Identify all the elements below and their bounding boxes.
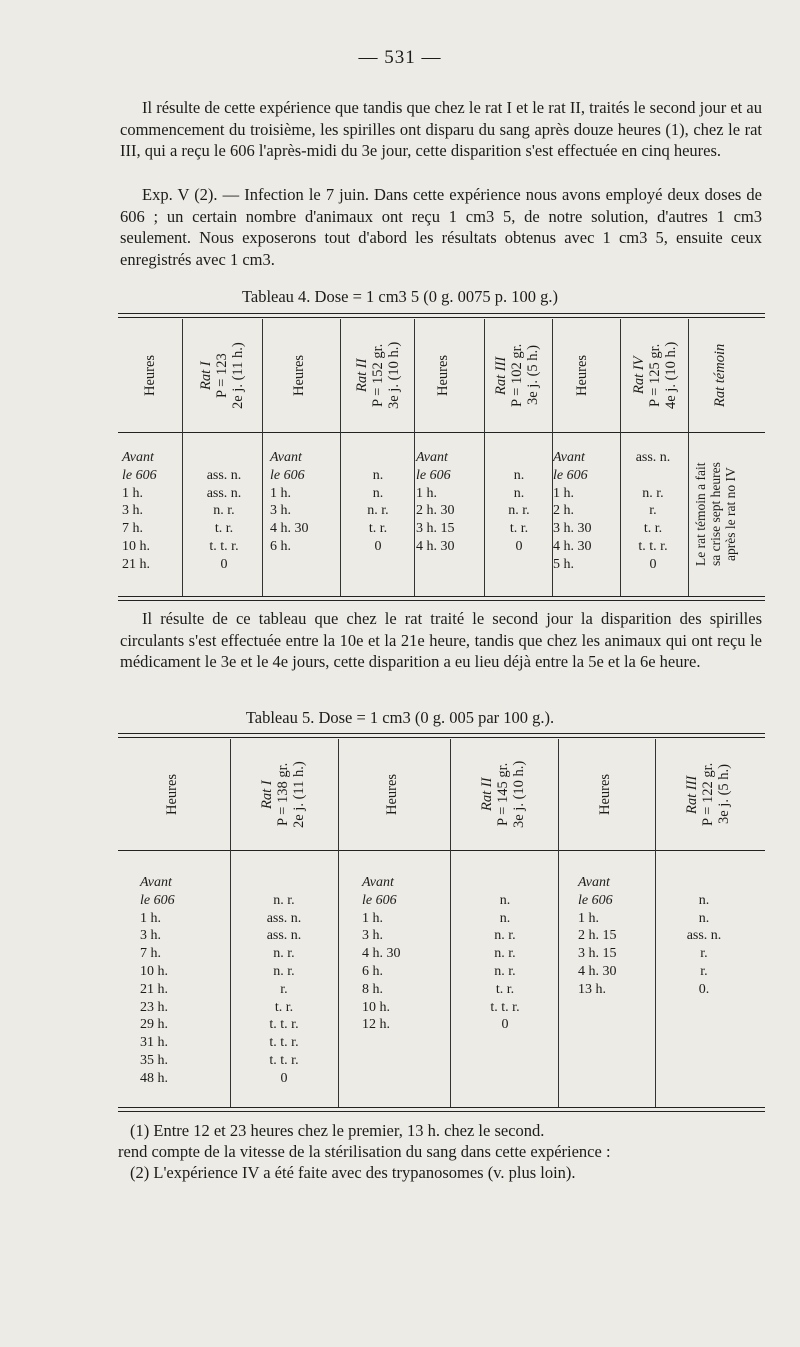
paragraph-1 (120, 97, 762, 162)
table5-cell: t. r. (274, 999, 294, 1015)
table5-header-4 (597, 745, 613, 844)
table5-header-line: 3e j. (10 h.) (511, 760, 527, 829)
table-rule (118, 432, 765, 433)
table5-cell: 13 h. (578, 981, 606, 997)
table4-header-1 (198, 325, 246, 426)
table4-cell: n. (372, 485, 384, 501)
table5-header-line: P = 138 gr. (275, 762, 291, 827)
table5-cell: 48 h. (140, 1070, 168, 1086)
table4-cell (192, 449, 256, 467)
table4-cell: 1 h. (553, 485, 574, 501)
table5-cell: n. r. (494, 928, 516, 944)
table4-header-2 (291, 325, 307, 426)
table4-header-6 (574, 325, 590, 426)
table4-cell: ass. n. (206, 467, 242, 483)
column-divider (450, 739, 451, 1107)
table5-column-5 (664, 874, 744, 999)
table5-cell: r. (700, 946, 708, 962)
table4-column-5 (490, 449, 548, 556)
table4-header-line: Heures (574, 354, 590, 397)
page-number: — 531 — (358, 47, 442, 68)
table4-column-0 (122, 449, 180, 574)
table5-header-line: Heures (597, 773, 613, 816)
column-divider (620, 319, 621, 596)
paragraph-2-text: Exp. V (2). — Infection le 7 juin. Dans cette expérience nous avons employé deux doses de 606 ; un certain nombre d'animaux ont reçu 1 cm3 5, de notre solution, d'autres 1 cm3 seulement. Nous exposerons tout d'abord les résultats obtenus avec 1 cm3 5, ensuite ceux enregistrés avec 1 cm3. (120, 185, 762, 269)
table4-cell: le 606 (416, 467, 451, 483)
column-divider (230, 739, 231, 1107)
table5-cell: 8 h. (362, 981, 383, 997)
table5-cell (664, 874, 744, 892)
paragraph-2 (120, 184, 762, 270)
table5-cell: le 606 (578, 892, 613, 908)
table4-cell: t. t. r. (209, 538, 239, 554)
table4-cell: n. (372, 467, 384, 483)
column-divider (262, 319, 263, 596)
table5-header-line: P = 145 gr. (495, 762, 511, 827)
table5-cell: n. (499, 892, 511, 908)
table5-cell: n. r. (273, 946, 295, 962)
table4-cell: n. r. (367, 503, 389, 519)
table5-cell (238, 874, 330, 892)
table4-column-3 (346, 449, 410, 556)
table5-cell: 12 h. (362, 1017, 390, 1033)
table4-cell: n. (513, 467, 525, 483)
column-divider (558, 739, 559, 1107)
footnotes (118, 1120, 768, 1183)
table5-header-line: Rat III (684, 775, 700, 814)
table5-cell: 10 h. (140, 963, 168, 979)
table4-header-line: Rat III (493, 356, 509, 395)
table4-header-line: 3e j. (5 h.) (525, 345, 541, 406)
table5-cell: 23 h. (140, 999, 168, 1015)
table5-cell: n. (499, 910, 511, 926)
table4-column-1 (192, 449, 256, 574)
table4-column-4 (416, 449, 482, 556)
table4-cell: 2 h. 30 (416, 503, 455, 519)
table4-temoin-note (693, 438, 738, 590)
table4-header-7 (631, 325, 679, 426)
table5-cell: 1 h. (578, 910, 599, 926)
table4-cell (490, 449, 548, 467)
table5-cell: n. r. (273, 892, 295, 908)
table5-cell: 2 h. 15 (578, 928, 617, 944)
table4-header-line: Heures (435, 354, 451, 397)
table4-header-line: P = 125 gr. (647, 343, 663, 408)
table4-header-line: Rat IV (631, 356, 647, 395)
table4-header-line: Rat II (354, 358, 370, 393)
table5-header-line: 2e j. (11 h.) (291, 761, 307, 828)
table5-cell: 31 h. (140, 1035, 168, 1051)
table5-cell: ass. n. (266, 928, 302, 944)
table5-cell: le 606 (362, 892, 397, 908)
table5-header-line: P = 122 gr. (700, 762, 716, 827)
table5-cell: ass. n. (266, 910, 302, 926)
table4-cell: le 606 (270, 467, 305, 483)
table4-header-line: Heures (142, 354, 158, 397)
table4-cell: 7 h. (122, 521, 143, 537)
table5-cell: 35 h. (140, 1052, 168, 1068)
column-divider (655, 739, 656, 1107)
table5-cell: Avant (140, 875, 172, 890)
table4-header-line: P = 102 gr. (509, 343, 525, 408)
table4-cell: ass. n. (206, 485, 242, 501)
table-rule (118, 1111, 765, 1112)
table-rule (118, 596, 765, 597)
table4-column-2 (270, 449, 338, 556)
table5-header-1 (259, 745, 307, 844)
table5-header-line: 3e j. (5 h.) (716, 764, 732, 825)
table4-cell: 1 h. (416, 485, 437, 501)
table-rule (118, 733, 765, 734)
table4-cell: t. r. (368, 521, 388, 537)
table4-cell: Avant (416, 450, 448, 465)
table4-cell: 0 (515, 538, 523, 554)
table4-header-0 (142, 325, 158, 426)
table4-cell: n. r. (213, 503, 235, 519)
table4-cell: 6 h. (270, 538, 291, 554)
table5-cell: le 606 (140, 892, 175, 908)
table-rule (118, 313, 765, 314)
temoin-note-line: sa crise sept heures (708, 462, 723, 566)
table5-cell: n. r. (494, 946, 516, 962)
table5-cell: 0. (698, 981, 710, 997)
table5-header-2 (384, 745, 400, 844)
table5-cell: n. r. (273, 963, 295, 979)
table5-header-line: Heures (164, 773, 180, 816)
table5-cell: n. (698, 910, 710, 926)
table5-cell: 0 (280, 1070, 288, 1086)
table4-cell: 0 (374, 538, 382, 554)
table4-header-line: P = 152 gr. (370, 343, 386, 408)
table5-cell: t. t. r. (269, 1035, 299, 1051)
table4-cell: n. r. (642, 485, 664, 501)
temoin-note-line: après le rat no IV (723, 467, 738, 561)
table4-caption: Tableau 4. Dose = 1 cm3 5 (0 g. 0075 p. 100 g.) (241, 287, 559, 306)
table5-cell: 7 h. (140, 946, 161, 962)
table5-column-1 (238, 874, 330, 1088)
table5-cell: ass. n. (686, 928, 722, 944)
table4-header-8 (712, 325, 728, 426)
table4-cell: n. (513, 485, 525, 501)
table4-cell: Avant (270, 450, 302, 465)
column-divider (484, 319, 485, 596)
table4-cell: t. r. (214, 521, 234, 537)
table-rule (118, 850, 765, 851)
paragraph-3 (120, 608, 762, 673)
table4-cell: ass. n. (635, 450, 671, 465)
table4-header-4 (435, 325, 451, 426)
footnote-1: (1) Entre 12 et 23 heures chez le premier, 13 h. chez le second. (130, 1121, 545, 1140)
table5-cell: 29 h. (140, 1017, 168, 1033)
table5-header-5 (684, 745, 732, 844)
table4-header-5 (493, 325, 541, 426)
table4-column-7 (624, 449, 682, 574)
table4-cell: 3 h. (270, 503, 291, 519)
table5-cell: Avant (362, 875, 394, 890)
table4-cell: 3 h. (122, 503, 143, 519)
table4-cell: 1 h. (122, 485, 143, 501)
table4-cell: Avant (122, 450, 154, 465)
table4-cell: Avant (553, 450, 585, 465)
table5-column-4 (578, 874, 648, 999)
table4-cell: 21 h. (122, 556, 150, 572)
table5-cell: n. (698, 892, 710, 908)
table-rule (118, 317, 765, 318)
table5-cell: 3 h. 15 (578, 946, 617, 962)
table4-header-line: Rat I (198, 361, 214, 390)
table5-cell: n. r. (494, 963, 516, 979)
table4-cell: r. (649, 503, 657, 519)
column-divider (182, 319, 183, 596)
table4-cell: 3 h. 15 (416, 521, 455, 537)
column-divider (338, 739, 339, 1107)
table4-header-line: P = 123 (214, 353, 230, 398)
table5-column-3 (462, 874, 548, 1034)
table4-cell: 4 h. 30 (416, 538, 455, 554)
table-rule (118, 737, 765, 738)
table-rule (118, 1107, 765, 1108)
table5-cell: r. (700, 963, 708, 979)
temoin-note-line: Le rat témoin a fait (693, 462, 708, 566)
table4-cell: le 606 (122, 467, 157, 483)
table4-cell: 1 h. (270, 485, 291, 501)
table4-cell (624, 467, 682, 485)
table4-cell: t. r. (643, 521, 663, 537)
column-divider (414, 319, 415, 596)
column-divider (688, 319, 689, 596)
paragraph-3-text: Il résulte de ce tableau que chez le rat traité le second jour la disparition des spirilles circulants s'est effectuée entre la 10e et la 21e heure, tandis que chez les animaux qui ont reçu le médicament le 3e et le 4e jours, cette disparition a eu lieu déjà entre la 5e et la 6e heure. (120, 609, 762, 671)
table5-cell: 0 (501, 1017, 509, 1033)
table5-cell: 3 h. (362, 928, 383, 944)
table4-header-line: 2e j. (11 h.) (230, 342, 246, 409)
table5-cell: t. t. r. (269, 1052, 299, 1068)
table4-cell: 5 h. (553, 556, 574, 572)
table4-cell: 4 h. 30 (553, 538, 592, 554)
table4-header-line: Rat témoin (712, 343, 728, 408)
table5-cell: 1 h. (140, 910, 161, 926)
table5-column-0 (140, 874, 220, 1088)
table4-header-line: 4e j. (10 h.) (663, 341, 679, 410)
table4-cell: 0 (220, 556, 228, 572)
table5-cell (462, 874, 548, 892)
table4-cell: 4 h. 30 (270, 521, 309, 537)
table5-cell: 10 h. (362, 999, 390, 1015)
footnote-continuation: rend compte de la vitesse de la stérilisation du sang dans cette expérience : (118, 1142, 611, 1161)
table5-cell: t. r. (495, 981, 515, 997)
table5-cell: 21 h. (140, 981, 168, 997)
table4-cell: 0 (649, 556, 657, 572)
table4-column-6 (553, 449, 619, 574)
table5-header-3 (479, 745, 527, 844)
table-rule (118, 600, 765, 601)
table4-cell: 2 h. (553, 503, 574, 519)
paragraph-1-text: Il résulte de cette expérience que tandis que chez le rat I et le rat II, traités le second jour et au commencement du troisième, les spirilles ont disparu du sang après douze heures (1), chez le rat III, qui a reçu le 606 l'après-midi du 3e jour, cette disparition s'est effectuée en cinq heures. (120, 98, 762, 160)
table5-header-0 (164, 745, 180, 844)
table5-cell: 4 h. 30 (578, 963, 617, 979)
footnote-2: (2) L'expérience IV a été faite avec des trypanosomes (v. plus loin). (130, 1163, 576, 1182)
table4-header-line: Heures (291, 354, 307, 397)
table5-column-2 (362, 874, 442, 1034)
table5-cell: 1 h. (362, 910, 383, 926)
table4-cell (346, 449, 410, 467)
table4-cell: 3 h. 30 (553, 521, 592, 537)
table4-cell: 10 h. (122, 538, 150, 554)
table5-cell: t. t. r. (490, 999, 520, 1015)
table5-cell: Avant (578, 875, 610, 890)
table5-cell: t. t. r. (269, 1017, 299, 1033)
table4-header-3 (354, 325, 402, 426)
table4-cell: n. r. (508, 503, 530, 519)
table5-cell: 3 h. (140, 928, 161, 944)
column-divider (340, 319, 341, 596)
table5-cell: 4 h. 30 (362, 946, 401, 962)
table4-cell: t. t. r. (638, 538, 668, 554)
table5-header-line: Heures (384, 773, 400, 816)
table4-header-line: 3e j. (10 h.) (386, 341, 402, 410)
table5-caption: Tableau 5. Dose = 1 cm3 (0 g. 005 par 100 g.). (245, 708, 555, 727)
table4-cell: t. r. (509, 521, 529, 537)
table5-cell: r. (280, 981, 288, 997)
table5-cell: 6 h. (362, 963, 383, 979)
table5-header-line: Rat II (479, 777, 495, 812)
table5-header-line: Rat I (259, 780, 275, 809)
table4-cell: le 606 (553, 467, 588, 483)
